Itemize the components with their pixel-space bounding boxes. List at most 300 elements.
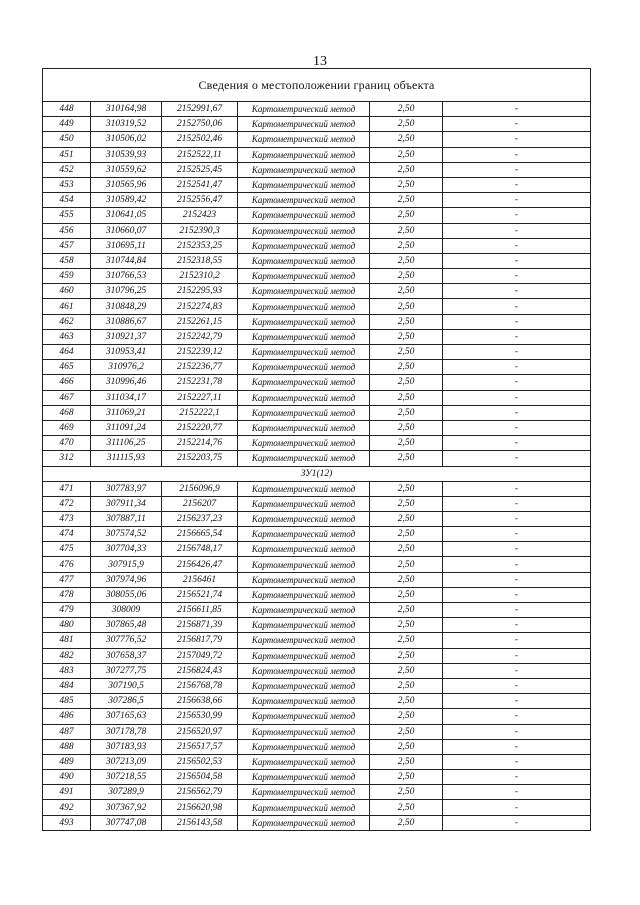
- point-number-cell: 465: [43, 360, 91, 375]
- x-coordinate-cell: 310886,67: [91, 314, 162, 329]
- x-coordinate-cell: 307974,96: [91, 572, 162, 587]
- boundary-points-table: [42, 68, 591, 831]
- method-cell: Картометрический метод: [238, 162, 370, 177]
- x-coordinate-cell: 310796,25: [91, 284, 162, 299]
- x-coordinate-cell: 310641,05: [91, 208, 162, 223]
- point-number-cell: 460: [43, 284, 91, 299]
- table-row: [43, 147, 591, 162]
- point-number-cell: 469: [43, 420, 91, 435]
- note-cell: -: [443, 739, 591, 754]
- point-number-cell: 480: [43, 618, 91, 633]
- point-number-cell: 488: [43, 739, 91, 754]
- note-cell: -: [443, 360, 591, 375]
- x-coordinate-cell: 310695,11: [91, 238, 162, 253]
- point-number-cell: 489: [43, 754, 91, 769]
- x-coordinate-cell: 310996,46: [91, 375, 162, 390]
- x-coordinate-cell: 307911,34: [91, 496, 162, 511]
- method-cell: Картометрический метод: [238, 800, 370, 815]
- x-coordinate-cell: 311115,93: [91, 451, 162, 466]
- table-row: [43, 208, 591, 223]
- note-cell: -: [443, 102, 591, 117]
- method-cell: Картометрический метод: [238, 345, 370, 360]
- method-cell: Картометрический метод: [238, 754, 370, 769]
- note-cell: -: [443, 603, 591, 618]
- section-row: [43, 466, 591, 481]
- method-cell: Картометрический метод: [238, 815, 370, 830]
- y-coordinate-cell: 2152423: [162, 208, 238, 223]
- x-coordinate-cell: 307747,08: [91, 815, 162, 830]
- x-coordinate-cell: 307190,5: [91, 678, 162, 693]
- note-cell: -: [443, 633, 591, 648]
- point-number-cell: 467: [43, 390, 91, 405]
- y-coordinate-cell: 2152390,3: [162, 223, 238, 238]
- y-coordinate-cell: 2152239,12: [162, 345, 238, 360]
- accuracy-cell: 2,50: [370, 132, 443, 147]
- method-cell: Картометрический метод: [238, 511, 370, 526]
- y-coordinate-cell: 2156237,23: [162, 511, 238, 526]
- table-row: [43, 648, 591, 663]
- x-coordinate-cell: 307574,52: [91, 527, 162, 542]
- accuracy-cell: 2,50: [370, 770, 443, 785]
- table-row: [43, 633, 591, 648]
- accuracy-cell: 2,50: [370, 436, 443, 451]
- accuracy-cell: 2,50: [370, 496, 443, 511]
- point-number-cell: 473: [43, 511, 91, 526]
- x-coordinate-cell: 307165,63: [91, 709, 162, 724]
- y-coordinate-cell: 2156530,99: [162, 709, 238, 724]
- method-cell: Картометрический метод: [238, 284, 370, 299]
- note-cell: -: [443, 314, 591, 329]
- point-number-cell: 463: [43, 329, 91, 344]
- point-number-cell: 471: [43, 481, 91, 496]
- table-row: [43, 269, 591, 284]
- method-cell: Картометрический метод: [238, 724, 370, 739]
- note-cell: -: [443, 572, 591, 587]
- y-coordinate-cell: 2152236,77: [162, 360, 238, 375]
- x-coordinate-cell: 310744,84: [91, 253, 162, 268]
- x-coordinate-cell: 307367,92: [91, 800, 162, 815]
- method-cell: Картометрический метод: [238, 663, 370, 678]
- point-number-cell: 472: [43, 496, 91, 511]
- page-number: 13: [313, 54, 327, 69]
- point-number-cell: 478: [43, 587, 91, 602]
- note-cell: -: [443, 481, 591, 496]
- y-coordinate-cell: 2152522,11: [162, 147, 238, 162]
- method-cell: Картометрический метод: [238, 193, 370, 208]
- method-cell: Картометрический метод: [238, 603, 370, 618]
- method-cell: Картометрический метод: [238, 132, 370, 147]
- y-coordinate-cell: 2152242,79: [162, 329, 238, 344]
- x-coordinate-cell: 307213,09: [91, 754, 162, 769]
- table-row: [43, 739, 591, 754]
- y-coordinate-cell: 2152274,83: [162, 299, 238, 314]
- note-cell: -: [443, 162, 591, 177]
- note-cell: -: [443, 420, 591, 435]
- method-cell: Картометрический метод: [238, 375, 370, 390]
- table-row: [43, 375, 591, 390]
- point-number-cell: 464: [43, 345, 91, 360]
- y-coordinate-cell: 2152318,55: [162, 253, 238, 268]
- y-coordinate-cell: 2156824,43: [162, 663, 238, 678]
- point-number-cell: 453: [43, 177, 91, 192]
- point-number-cell: 457: [43, 238, 91, 253]
- table-row: [43, 709, 591, 724]
- x-coordinate-cell: 310766,53: [91, 269, 162, 284]
- method-cell: Картометрический метод: [238, 238, 370, 253]
- note-cell: -: [443, 770, 591, 785]
- accuracy-cell: 2,50: [370, 618, 443, 633]
- point-number-cell: 483: [43, 663, 91, 678]
- x-coordinate-cell: 311091,24: [91, 420, 162, 435]
- y-coordinate-cell: 2156768,78: [162, 678, 238, 693]
- accuracy-cell: 2,50: [370, 648, 443, 663]
- accuracy-cell: 2,50: [370, 375, 443, 390]
- table-row: [43, 724, 591, 739]
- method-cell: Картометрический метод: [238, 451, 370, 466]
- table-title: Сведения о местоположении границ объекта: [43, 69, 591, 102]
- note-cell: -: [443, 663, 591, 678]
- table-row: [43, 542, 591, 557]
- note-cell: -: [443, 117, 591, 132]
- note-cell: -: [443, 193, 591, 208]
- accuracy-cell: 2,50: [370, 299, 443, 314]
- accuracy-cell: 2,50: [370, 572, 443, 587]
- note-cell: -: [443, 238, 591, 253]
- accuracy-cell: 2,50: [370, 223, 443, 238]
- method-cell: Картометрический метод: [238, 117, 370, 132]
- method-cell: Картометрический метод: [238, 420, 370, 435]
- table-row: [43, 527, 591, 542]
- method-cell: Картометрический метод: [238, 481, 370, 496]
- y-coordinate-cell: 2152310,2: [162, 269, 238, 284]
- y-coordinate-cell: 2156620,98: [162, 800, 238, 815]
- y-coordinate-cell: 2156426,47: [162, 557, 238, 572]
- method-cell: Картометрический метод: [238, 557, 370, 572]
- point-number-cell: 450: [43, 132, 91, 147]
- accuracy-cell: 2,50: [370, 481, 443, 496]
- method-cell: Картометрический метод: [238, 253, 370, 268]
- table-row: [43, 284, 591, 299]
- accuracy-cell: 2,50: [370, 284, 443, 299]
- note-cell: -: [443, 694, 591, 709]
- table-row: [43, 663, 591, 678]
- table-row: [43, 511, 591, 526]
- point-number-cell: 482: [43, 648, 91, 663]
- note-cell: -: [443, 618, 591, 633]
- x-coordinate-cell: 307887,11: [91, 511, 162, 526]
- method-cell: Картометрический метод: [238, 527, 370, 542]
- table-row: [43, 177, 591, 192]
- x-coordinate-cell: 308009: [91, 603, 162, 618]
- y-coordinate-cell: 2156611,85: [162, 603, 238, 618]
- y-coordinate-cell: 2156562,79: [162, 785, 238, 800]
- method-cell: Картометрический метод: [238, 785, 370, 800]
- method-cell: Картометрический метод: [238, 496, 370, 511]
- x-coordinate-cell: 307277,75: [91, 663, 162, 678]
- table-row: [43, 557, 591, 572]
- method-cell: Картометрический метод: [238, 739, 370, 754]
- method-cell: Картометрический метод: [238, 770, 370, 785]
- method-cell: Картометрический метод: [238, 299, 370, 314]
- accuracy-cell: 2,50: [370, 208, 443, 223]
- point-number-cell: 485: [43, 694, 91, 709]
- accuracy-cell: 2,50: [370, 314, 443, 329]
- point-number-cell: 449: [43, 117, 91, 132]
- table-row: [43, 572, 591, 587]
- table-row: [43, 770, 591, 785]
- accuracy-cell: 2,50: [370, 511, 443, 526]
- point-number-cell: 462: [43, 314, 91, 329]
- method-cell: Картометрический метод: [238, 102, 370, 117]
- x-coordinate-cell: 311034,17: [91, 390, 162, 405]
- x-coordinate-cell: 308055,06: [91, 587, 162, 602]
- point-number-cell: 468: [43, 405, 91, 420]
- x-coordinate-cell: 307783,97: [91, 481, 162, 496]
- method-cell: Картометрический метод: [238, 587, 370, 602]
- accuracy-cell: 2,50: [370, 603, 443, 618]
- y-coordinate-cell: 2152203,75: [162, 451, 238, 466]
- y-coordinate-cell: 2152502,46: [162, 132, 238, 147]
- x-coordinate-cell: 310539,93: [91, 147, 162, 162]
- method-cell: Картометрический метод: [238, 208, 370, 223]
- accuracy-cell: 2,50: [370, 527, 443, 542]
- accuracy-cell: 2,50: [370, 177, 443, 192]
- table-title-row: [43, 69, 591, 102]
- x-coordinate-cell: 310164,98: [91, 102, 162, 117]
- table-row: [43, 754, 591, 769]
- table-row: [43, 451, 591, 466]
- x-coordinate-cell: 310506,02: [91, 132, 162, 147]
- accuracy-cell: 2,50: [370, 117, 443, 132]
- table-row: [43, 420, 591, 435]
- y-coordinate-cell: 2152353,25: [162, 238, 238, 253]
- accuracy-cell: 2,50: [370, 390, 443, 405]
- point-number-cell: 474: [43, 527, 91, 542]
- point-number-cell: 458: [43, 253, 91, 268]
- note-cell: -: [443, 648, 591, 663]
- accuracy-cell: 2,50: [370, 269, 443, 284]
- x-coordinate-cell: 310589,42: [91, 193, 162, 208]
- accuracy-cell: 2,50: [370, 102, 443, 117]
- note-cell: -: [443, 542, 591, 557]
- note-cell: -: [443, 299, 591, 314]
- method-cell: Картометрический метод: [238, 542, 370, 557]
- method-cell: Картометрический метод: [238, 405, 370, 420]
- accuracy-cell: 2,50: [370, 678, 443, 693]
- y-coordinate-cell: 2156521,74: [162, 587, 238, 602]
- y-coordinate-cell: 2152525,45: [162, 162, 238, 177]
- note-cell: -: [443, 451, 591, 466]
- table-row: [43, 481, 591, 496]
- table-row: [43, 193, 591, 208]
- x-coordinate-cell: 307658,37: [91, 648, 162, 663]
- y-coordinate-cell: 2156143,58: [162, 815, 238, 830]
- y-coordinate-cell: 2152220,77: [162, 420, 238, 435]
- method-cell: Картометрический метод: [238, 648, 370, 663]
- note-cell: -: [443, 754, 591, 769]
- table-row: [43, 390, 591, 405]
- point-number-cell: 459: [43, 269, 91, 284]
- point-number-cell: 452: [43, 162, 91, 177]
- method-cell: Картометрический метод: [238, 390, 370, 405]
- y-coordinate-cell: 2152991,67: [162, 102, 238, 117]
- note-cell: -: [443, 208, 591, 223]
- point-number-cell: 484: [43, 678, 91, 693]
- table-row: [43, 618, 591, 633]
- table-row: [43, 162, 591, 177]
- table-row: [43, 223, 591, 238]
- accuracy-cell: 2,50: [370, 785, 443, 800]
- table-row: [43, 694, 591, 709]
- note-cell: -: [443, 785, 591, 800]
- method-cell: Картометрический метод: [238, 694, 370, 709]
- point-number-cell: 487: [43, 724, 91, 739]
- x-coordinate-cell: 307178,78: [91, 724, 162, 739]
- point-number-cell: 490: [43, 770, 91, 785]
- note-cell: -: [443, 223, 591, 238]
- x-coordinate-cell: 310660,07: [91, 223, 162, 238]
- y-coordinate-cell: 2152227,11: [162, 390, 238, 405]
- accuracy-cell: 2,50: [370, 587, 443, 602]
- note-cell: -: [443, 329, 591, 344]
- x-coordinate-cell: 310848,29: [91, 299, 162, 314]
- accuracy-cell: 2,50: [370, 405, 443, 420]
- note-cell: -: [443, 815, 591, 830]
- x-coordinate-cell: 311106,25: [91, 436, 162, 451]
- x-coordinate-cell: 307865,48: [91, 618, 162, 633]
- note-cell: -: [443, 147, 591, 162]
- accuracy-cell: 2,50: [370, 800, 443, 815]
- table-row: [43, 405, 591, 420]
- method-cell: Картометрический метод: [238, 269, 370, 284]
- y-coordinate-cell: 2156207: [162, 496, 238, 511]
- note-cell: -: [443, 800, 591, 815]
- x-coordinate-cell: 307776,52: [91, 633, 162, 648]
- x-coordinate-cell: 307218,55: [91, 770, 162, 785]
- y-coordinate-cell: 2156502,53: [162, 754, 238, 769]
- table-row: [43, 678, 591, 693]
- method-cell: Картометрический метод: [238, 314, 370, 329]
- point-number-cell: 451: [43, 147, 91, 162]
- section-label: ЗУ1(12): [43, 466, 591, 481]
- x-coordinate-cell: 310953,41: [91, 345, 162, 360]
- note-cell: -: [443, 177, 591, 192]
- table-row: [43, 815, 591, 830]
- accuracy-cell: 2,50: [370, 663, 443, 678]
- note-cell: -: [443, 511, 591, 526]
- accuracy-cell: 2,50: [370, 253, 443, 268]
- method-cell: Картометрический метод: [238, 360, 370, 375]
- x-coordinate-cell: 310559,62: [91, 162, 162, 177]
- note-cell: -: [443, 345, 591, 360]
- point-number-cell: 486: [43, 709, 91, 724]
- y-coordinate-cell: 2152222,1: [162, 405, 238, 420]
- table-row: [43, 132, 591, 147]
- y-coordinate-cell: 2156504,58: [162, 770, 238, 785]
- note-cell: -: [443, 436, 591, 451]
- table-row: [43, 345, 591, 360]
- note-cell: -: [443, 724, 591, 739]
- x-coordinate-cell: 310319,52: [91, 117, 162, 132]
- point-number-cell: 466: [43, 375, 91, 390]
- x-coordinate-cell: 310976,2: [91, 360, 162, 375]
- note-cell: -: [443, 269, 591, 284]
- y-coordinate-cell: 2156461: [162, 572, 238, 587]
- method-cell: Картометрический метод: [238, 177, 370, 192]
- method-cell: Картометрический метод: [238, 329, 370, 344]
- note-cell: -: [443, 557, 591, 572]
- note-cell: -: [443, 709, 591, 724]
- table-row: [43, 102, 591, 117]
- table-row: [43, 329, 591, 344]
- point-number-cell: 312: [43, 451, 91, 466]
- table-row: [43, 785, 591, 800]
- point-number-cell: 461: [43, 299, 91, 314]
- x-coordinate-cell: 310565,96: [91, 177, 162, 192]
- y-coordinate-cell: 2156517,57: [162, 739, 238, 754]
- x-coordinate-cell: 307704,33: [91, 542, 162, 557]
- x-coordinate-cell: 310921,37: [91, 329, 162, 344]
- point-number-cell: 479: [43, 603, 91, 618]
- point-number-cell: 454: [43, 193, 91, 208]
- note-cell: -: [443, 587, 591, 602]
- y-coordinate-cell: 2156520,97: [162, 724, 238, 739]
- method-cell: Картометрический метод: [238, 572, 370, 587]
- point-number-cell: 491: [43, 785, 91, 800]
- y-coordinate-cell: 2156871,39: [162, 618, 238, 633]
- note-cell: -: [443, 284, 591, 299]
- y-coordinate-cell: 2152750,06: [162, 117, 238, 132]
- x-coordinate-cell: 307289,9: [91, 785, 162, 800]
- y-coordinate-cell: 2156817,79: [162, 633, 238, 648]
- point-number-cell: 448: [43, 102, 91, 117]
- note-cell: -: [443, 390, 591, 405]
- table-row: [43, 587, 591, 602]
- accuracy-cell: 2,50: [370, 557, 443, 572]
- note-cell: -: [443, 253, 591, 268]
- note-cell: -: [443, 132, 591, 147]
- y-coordinate-cell: 2152261,15: [162, 314, 238, 329]
- point-number-cell: 455: [43, 208, 91, 223]
- point-number-cell: 476: [43, 557, 91, 572]
- point-number-cell: 492: [43, 800, 91, 815]
- table-row: [43, 360, 591, 375]
- accuracy-cell: 2,50: [370, 694, 443, 709]
- accuracy-cell: 2,50: [370, 815, 443, 830]
- y-coordinate-cell: 2152556,47: [162, 193, 238, 208]
- x-coordinate-cell: 307286,5: [91, 694, 162, 709]
- y-coordinate-cell: 2156665,54: [162, 527, 238, 542]
- accuracy-cell: 2,50: [370, 542, 443, 557]
- method-cell: Картометрический метод: [238, 678, 370, 693]
- point-number-cell: 470: [43, 436, 91, 451]
- point-number-cell: 481: [43, 633, 91, 648]
- y-coordinate-cell: 2152214,76: [162, 436, 238, 451]
- point-number-cell: 477: [43, 572, 91, 587]
- accuracy-cell: 2,50: [370, 420, 443, 435]
- x-coordinate-cell: 307915,9: [91, 557, 162, 572]
- table-row: [43, 800, 591, 815]
- accuracy-cell: 2,50: [370, 329, 443, 344]
- note-cell: -: [443, 678, 591, 693]
- accuracy-cell: 2,50: [370, 739, 443, 754]
- table-row: [43, 299, 591, 314]
- y-coordinate-cell: 2157049,72: [162, 648, 238, 663]
- y-coordinate-cell: 2152295,93: [162, 284, 238, 299]
- method-cell: Картометрический метод: [238, 709, 370, 724]
- y-coordinate-cell: 2156638,66: [162, 694, 238, 709]
- point-number-cell: 475: [43, 542, 91, 557]
